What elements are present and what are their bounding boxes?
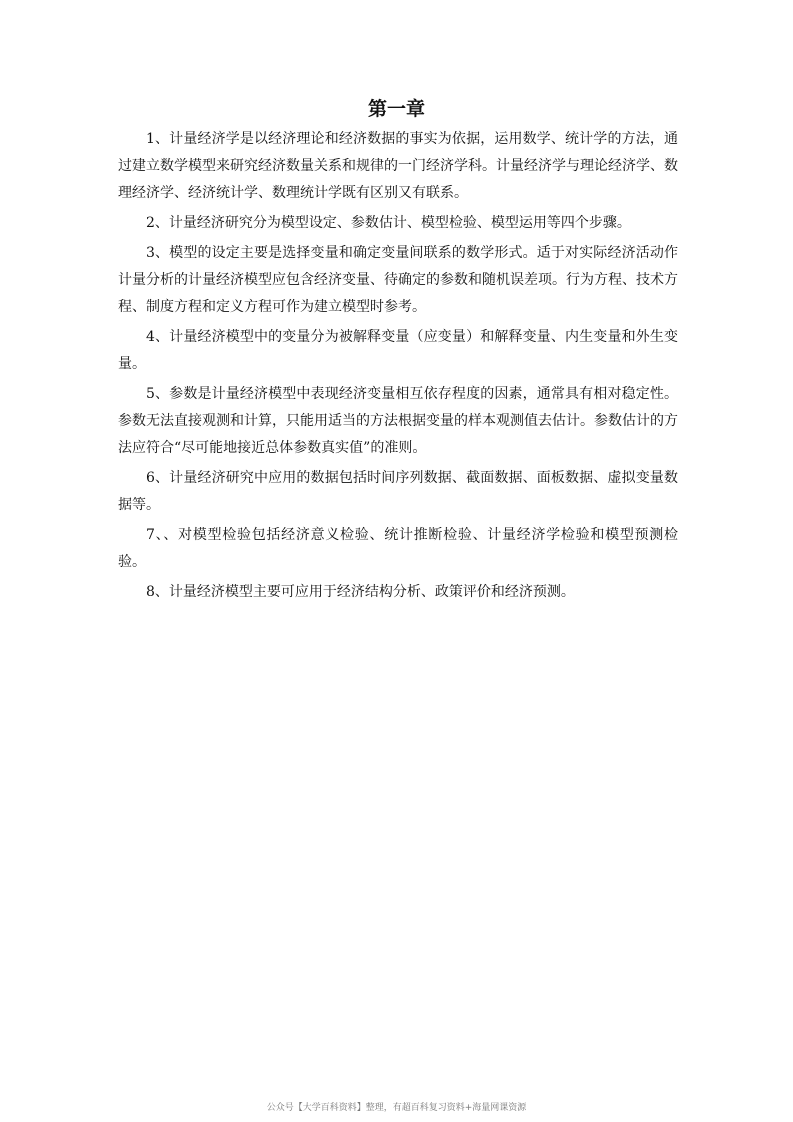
paragraph-6: 6、计量经济研究中应用的数据包括时间序列数据、截面数据、面板数据、虚拟变量数据等。 bbox=[118, 470, 678, 513]
paragraph-4: 4、计量经济模型中的变量分为被解释变量（应变量）和解释变量、内生变量和外生变量。 bbox=[118, 329, 678, 372]
paragraph-2: 2、计量经济研究分为模型设定、参数估计、模型检验、模型运用等四个步骤。 bbox=[146, 215, 631, 231]
paragraph-7: 7、、对模型检验包括经济意义检验、统计推断检验、计量经济学检验和模型预测检验。 bbox=[118, 527, 678, 570]
document-body bbox=[118, 126, 678, 609]
paragraph-3: 3、模型的设定主要是选择变量和确定变量间联系的数学形式。适于对实际经济活动作计量分析的计量经济模型应包含经济变量、待确定的参数和随机误差项。行为方程、技术方程、制度方程和定义方程可作为建立模型时参考。 bbox=[118, 245, 678, 315]
paragraph-5: 5、参数是计量经济模型中表现经济变量相互依存程度的因素，通常具有相对稳定性。参数无法直接观测和计算，只能用适当的方法根据变量的样本观测值去估计。参数估计的方法应符合“尽可能地接近总体参数真实值”的准则。 bbox=[118, 386, 678, 456]
chapter-title: 第一章 bbox=[367, 98, 425, 120]
paragraph-1: 1、计量经济学是以经济理论和经济数据的事实为依据，运用数学、统计学的方法，通过建立数学模型来研究经济数量关系和规律的一门经济学科。计量经济学与理论经济学、数理经济学、经济统计学、数理统计学既有区别又有联系。 bbox=[118, 131, 678, 201]
paragraph-8: 8、计量经济模型主要可应用于经济结构分析、政策评价和经济预测。 bbox=[146, 584, 575, 600]
page-footer-watermark: 公众号【大学百科资料】整理，有超百科复习资料+海量网课资源 bbox=[266, 1103, 527, 1113]
